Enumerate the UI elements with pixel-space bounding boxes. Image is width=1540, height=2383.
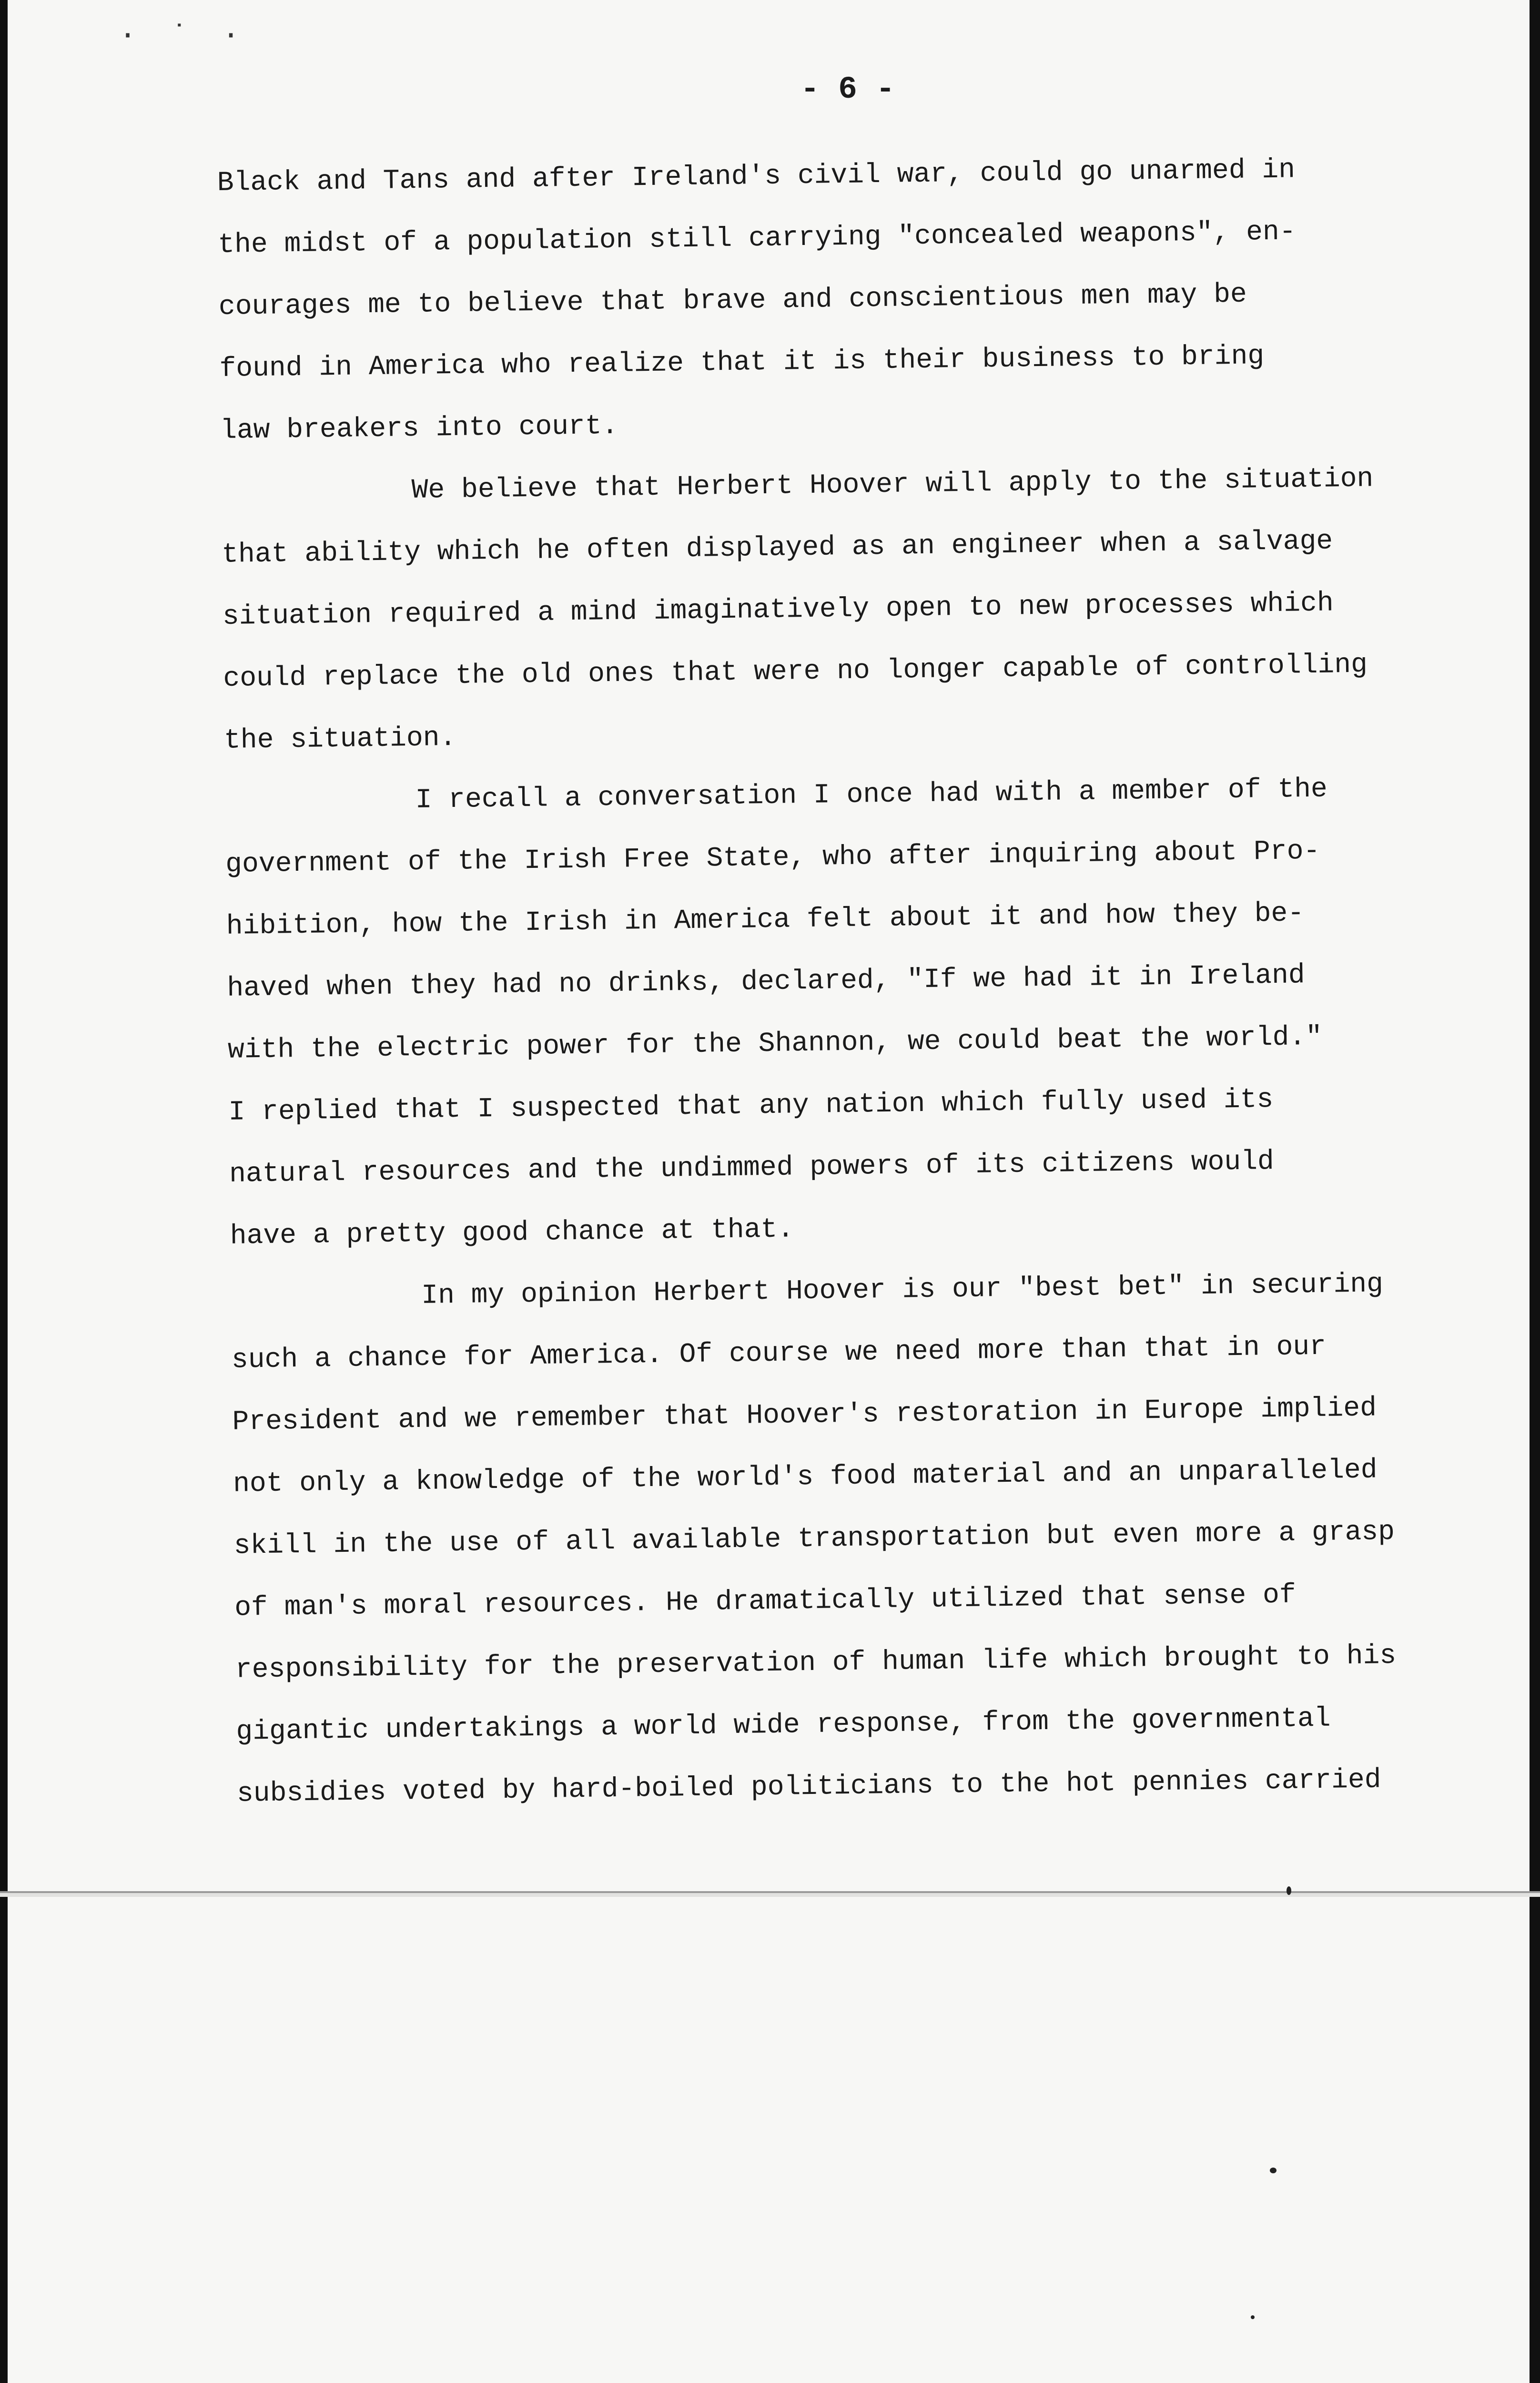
text-line: with the electric power for the Shannon, we could beat the world."	[227, 1021, 1323, 1066]
paragraph-4	[231, 1252, 1524, 1825]
text-line: government of the Irish Free State, who after inquiring about Pro-	[225, 835, 1320, 880]
text-line: that ability which he often displayed as an engineer when a salvage	[221, 526, 1333, 570]
text-line: the midst of a population still carrying "concealed weapons", en-	[217, 216, 1296, 261]
text-line: such a chance for America. Of course we need more than that in our	[231, 1331, 1327, 1376]
text-line: situation required a mind imaginatively open to new processes which	[222, 588, 1334, 632]
text-line: Black and Tans and after Ireland's civil war, could go unarmed in	[217, 154, 1296, 199]
text-line: of man's moral resources. He dramatically utilized that sense of	[234, 1579, 1297, 1624]
text-line: In my opinion Herbert Hoover is our "best bet" in securing	[421, 1269, 1384, 1312]
text-line: We believe that Herbert Hoover will apply to the situation	[411, 463, 1374, 507]
page-number: - 6 -	[800, 71, 895, 107]
text-line: natural resources and the undimmed powers of its citizens would	[229, 1146, 1275, 1190]
text-line: gigantic undertakings a world wide response, from the governmental	[236, 1703, 1331, 1748]
typed-body-text	[217, 137, 1524, 1825]
text-line: I replied that I suspected that any nation which fully used its	[228, 1084, 1274, 1128]
text-line: skill in the use of all available transportation but even more a grasp	[233, 1517, 1395, 1562]
text-line: the situation.	[223, 722, 456, 756]
text-line: not only a knowledge of the world's food material and an unparalleled	[233, 1455, 1378, 1500]
text-line: found in America who realize that it is their business to bring	[219, 341, 1265, 385]
scan-edge-left	[0, 0, 8, 2383]
text-line: have a pretty good chance at that.	[230, 1214, 794, 1252]
scan-specks: · ˙ ·	[119, 19, 248, 52]
text-line: haved when they had no drinks, declared, "If we had it in Ireland	[227, 960, 1306, 1004]
text-line: courages me to believe that brave and conscientious men may be	[218, 279, 1247, 323]
paragraph-1	[217, 137, 1507, 462]
paragraph-2	[221, 447, 1511, 772]
page-fold-shadow	[0, 1893, 1540, 1897]
scan-speck	[1287, 1886, 1291, 1895]
text-line: I recall a conversation I once had with a member of the	[415, 774, 1328, 816]
text-line: law breakers into court.	[220, 410, 618, 447]
scan-speck	[1270, 2168, 1277, 2173]
text-line: responsibility for the preservation of human life which brought to his	[235, 1640, 1397, 1686]
text-line: President and we remember that Hoover's restoration in Europe implied	[232, 1393, 1377, 1438]
paragraph-3	[224, 756, 1517, 1268]
scan-edge-right	[1530, 0, 1540, 2383]
text-line: could replace the old ones that were no longer capable of controlling	[223, 649, 1368, 694]
scan-speck	[1251, 2315, 1255, 2319]
text-line: hibition, how the Irish in America felt about it and how they be-	[226, 898, 1305, 942]
text-line: subsidies voted by hard-boiled politicians to the hot pennies carried	[236, 1764, 1381, 1810]
